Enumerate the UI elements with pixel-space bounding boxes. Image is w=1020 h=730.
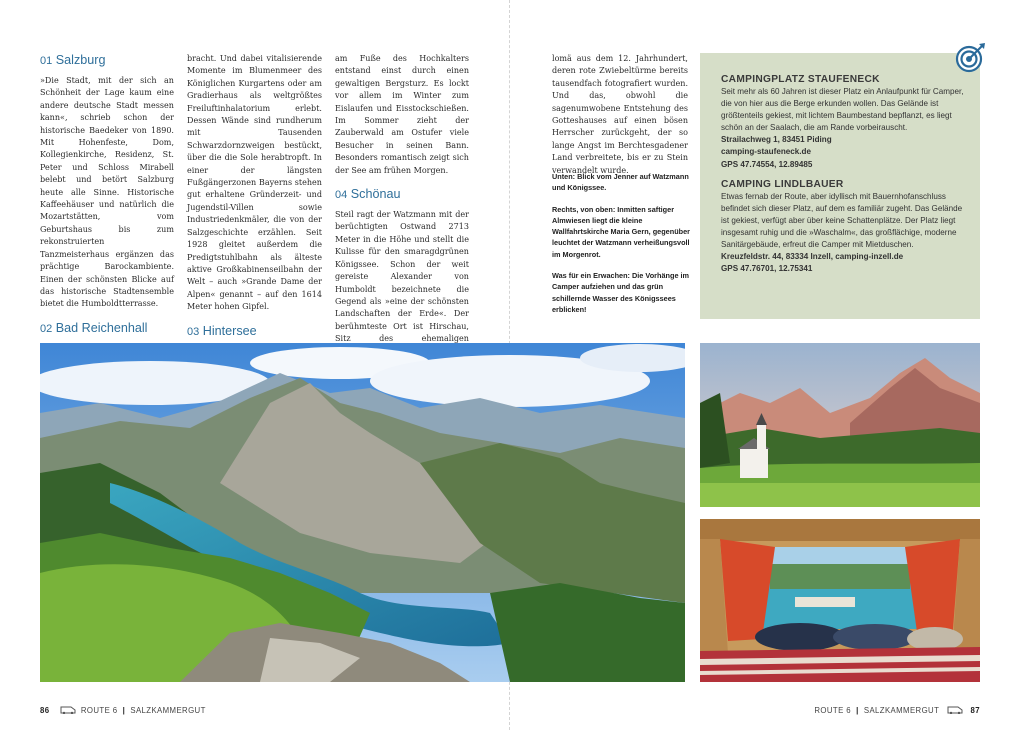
infobox-address-lindlbauer: Kreuzfeldstr. 44, 83334 Inzell, camping-inzell.de [721, 252, 904, 262]
caption-block [552, 171, 692, 325]
camping-infobox [700, 53, 980, 319]
section-heading-bad-reichenhall: 02 Bad Reichenhall [40, 320, 148, 335]
page-number-right: 87 [970, 706, 980, 716]
bad-reichenhall-text-cont: bracht. Und dabei vitalisierende Momente im Blumenmeer des Königlichen Kurgartens oder am Gradierhaus als weltgrößtes Freiluftinhalatorium erlebt. Dessen Wände sind rundherum mit Tausenden Schwarzdornzweigen bestückt, über die die Sole herabtropft. In einer der längsten Fußgängerzonen Bayerns stehen gut erhaltene Gründerzeit- und Jugendstil-Villen sowie Industriedenkmäler, die von der Salzgeschichte erzählen. Seit 1928 gleitet außerdem die Predigtstuhlbahn als älteste aktive Großkabinenseilbahn der Welt – auch »Grande Dame der Alpen« genannt – auf den 1614 Meter hohen Gipfel. [187, 54, 322, 312]
schoenau-text: Steil ragt der Watzmann mit der berüchtigten Ostwand 2713 Meter in die Höhe und stellt die Kulisse für den smaragdgrünen Königssee. Schon der weit gereiste Alexander von Humboldt bezeichnete die Gegend als »eine der schönsten Landschaften der Erde«. Der berühmteste Ort ist Hirschau, Sitz des ehemaligen [335, 210, 469, 344]
schoenau-text-cont: lomä aus dem 12. Jahrhundert, deren rote Zwiebeltürme bereits tausendfach fotografiert wurden. Und das, obwohl die sagenumwobene Entstehung des Gotteshauses auf einen bösen Herrscher zurückgeht, der so lange Angst im Berchtesgadener Land verbreitete, bis er zu Stein verwandelt wurde. [552, 54, 688, 175]
camper-van-icon [947, 706, 963, 716]
infobox-title-lindlbauer: CAMPING LINDLBAUER [721, 178, 844, 190]
footer-route-left: ROUTE 6 [80, 706, 118, 716]
infobox-website-staufeneck[interactable]: camping-staufeneck.de [721, 147, 811, 157]
footer-title-right: SALZKAMMERGUT [863, 706, 940, 716]
text-column-4 [552, 53, 688, 177]
caption-bottom: Unten: Blick vom Jenner auf Watzmann und Königssee. [552, 172, 689, 193]
section-heading-salzburg: 01 Salzburg [40, 53, 106, 67]
infobox-gps-staufeneck: GPS 47.74554, 12.89485 [721, 159, 813, 169]
infobox-gps-lindlbauer: GPS 47.76701, 12.75341 [721, 264, 813, 274]
caption-camper: Was für ein Erwachen: Die Vorhänge im Camper aufziehen und das grün schillernde Wasser des Königssees erblicken! [552, 271, 690, 314]
photo-camper-view [700, 519, 980, 682]
hintersee-text-cont: am Fuße des Hochkalters entstand einst durch einen gewaltigen Bergsturz. Es lockt vor allem im Winter zum Eislaufen und Eisstockschießen. Im Sommer zieht der Zauberwald am Ostufer viele Besucher in seinen Bann. Besonders romantisch zeigt sich der See am frühen Morgen. [335, 54, 469, 175]
text-column-1 [40, 53, 174, 392]
infobox-text-lindlbauer: Etwas fernab der Route, aber idyllisch mit Bauernhofanschluss befindet sich dieser Platz, auf dem es familiär zugeht. Das Gelände ist gekiest, verfügt aber über keine Schattenplätze. Der Platz liegt insgesamt ruhig und die »Waschalm«, das großflächige, moderne Sanitärgebäude, erfreut die Camper mit Mietduschen. [721, 191, 963, 250]
photo-watzmann-koenigssee [40, 343, 685, 682]
infobox-title-staufeneck: CAMPINGPLATZ STAUFENECK [721, 74, 880, 85]
camper-van-icon [60, 706, 76, 716]
footer-route-right: ROUTE 6 [814, 706, 851, 716]
salzburg-text: »Die Stadt, mit der sich an Schönheit der Lage kaum eine andere deutsche Stadt messen kann«, schrieb schon der historische Baedeker von 1890. Mit Hohenfeste, Dom, Kollegienkirche, Residenz, St. Peter und Schloss Mirabell belebt und betört Salzburg heute alle Sinne. Historische Kaffeehäuser und natürlich die Mozartstätten, vom Geburtshaus bis zum rekonstruierten Tanzmeisterhaus ergänzen das prächtige Barockambiente. Einen der schönsten Blicke auf das historische Stadtensemble bietet die Humboldtterrasse. [40, 76, 174, 309]
section-heading-hintersee: 03 Hintersee [187, 323, 257, 338]
infobox-address-staufeneck: Strailachweg 1, 83451 Piding [721, 135, 832, 145]
target-icon [955, 41, 987, 73]
footer-title-left: SALZKAMMERGUT [130, 706, 206, 716]
section-heading-schoenau: 04 Schönau [335, 187, 401, 202]
footer-left: 86 ROUTE 6 | SALZKAMMERGUT [40, 706, 206, 716]
photo-maria-gern-church [700, 343, 980, 507]
caption-right: Rechts, von oben: Inmitten saftiger Almwiesen liegt die kleine Wallfahrtskirche Maria Gern, gegenüber leuchtet der Watzmann verheißungsvoll im Morgenrot. [552, 204, 691, 259]
infobox-text-staufeneck: Seit mehr als 60 Jahren ist dieser Platz ein Anlaufpunkt für Camper, die von hier aus die Berge erkunden wollen. Das Gelände ist größtenteils gekiest, mit lichtem Baumbestand bepflanzt, es liegt schön an der Saalach, die am Rande vorbeirauscht. [721, 87, 964, 133]
page-number-left: 86 [40, 706, 50, 716]
footer-right: ROUTE 6 | SALZKAMMERGUT 87 [814, 706, 980, 716]
